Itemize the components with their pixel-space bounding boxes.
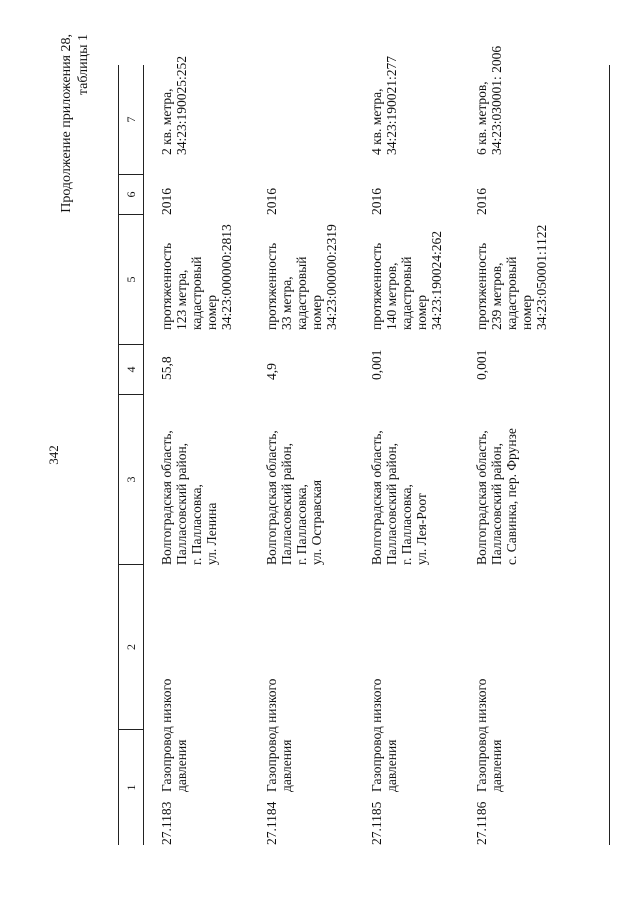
row-name: Газопровод низкого давления bbox=[264, 678, 294, 792]
row-id: 27.1185 bbox=[369, 801, 384, 845]
row-name: Газопровод низкого давления bbox=[159, 678, 189, 792]
row-address: Волгоградская область, Палласовский район, г. Палласовка, ул. Ленина bbox=[159, 430, 219, 565]
data-table bbox=[118, 45, 610, 845]
header-col-3: 3 bbox=[119, 395, 143, 565]
row-description: протяженность 140 метров, кадастровый номер 34:23:190024:262 bbox=[369, 230, 444, 330]
caption-line-1: Продолжение приложения 28, bbox=[59, 34, 74, 213]
row-value: 4,9 bbox=[264, 363, 279, 380]
row-description: протяженность 33 метра, кадастровый номер 34:23:000000:2319 bbox=[264, 224, 339, 330]
table-row bbox=[159, 55, 263, 845]
table-header-row bbox=[119, 65, 144, 845]
table-row bbox=[369, 55, 473, 845]
page-number: 342 bbox=[46, 445, 61, 465]
row-land: 6 кв. метров, 34:23:030001: 2006 bbox=[474, 45, 504, 155]
table-row bbox=[474, 45, 578, 845]
row-id: 27.1186 bbox=[474, 801, 489, 845]
table-row bbox=[264, 65, 368, 845]
caption-line-2: таблицы 1 bbox=[76, 34, 91, 96]
header-col-5: 5 bbox=[119, 215, 143, 345]
row-year: 2016 bbox=[159, 188, 174, 215]
row-address: Волгоградская область, Палласовский район, г. Палласовка, ул. Остравская bbox=[264, 430, 324, 565]
row-value: 0,001 bbox=[369, 349, 384, 380]
header-col-4: 4 bbox=[119, 345, 143, 395]
row-name: Газопровод низкого давления bbox=[369, 678, 399, 792]
row-value: 0,001 bbox=[474, 349, 489, 380]
row-id: 27.1184 bbox=[264, 801, 279, 845]
row-year: 2016 bbox=[369, 188, 384, 215]
row-year: 2016 bbox=[474, 188, 489, 215]
row-value: 55,8 bbox=[159, 356, 174, 380]
row-name: Газопровод низкого давления bbox=[474, 678, 504, 792]
row-land: 2 кв. метра, 34:23:190025:252 bbox=[159, 55, 189, 155]
header-col-6: 6 bbox=[119, 175, 143, 215]
row-address: Волгоградская область, Палласовский район, с. Савинка, пер. Фрунзе bbox=[474, 428, 519, 565]
row-land: 4 кв. метра, 34:23:190021:277 bbox=[369, 55, 399, 155]
row-description: протяженность 123 метра, кадастровый номер 34:23:000000:2813 bbox=[159, 224, 234, 330]
table-caption bbox=[58, 34, 92, 394]
header-col-7: 7 bbox=[119, 65, 143, 175]
row-id: 27.1183 bbox=[159, 801, 174, 845]
header-col-1: 1 bbox=[124, 784, 138, 791]
row-address: Волгоградская область, Палласовский район, г. Палласовка, ул. Лея-Роот bbox=[369, 430, 429, 565]
row-year: 2016 bbox=[264, 188, 279, 215]
row-description: протяженность 239 метров, кадастровый номер 34:23:050001:1122 bbox=[474, 224, 549, 330]
header-col-2: 2 bbox=[119, 565, 143, 730]
